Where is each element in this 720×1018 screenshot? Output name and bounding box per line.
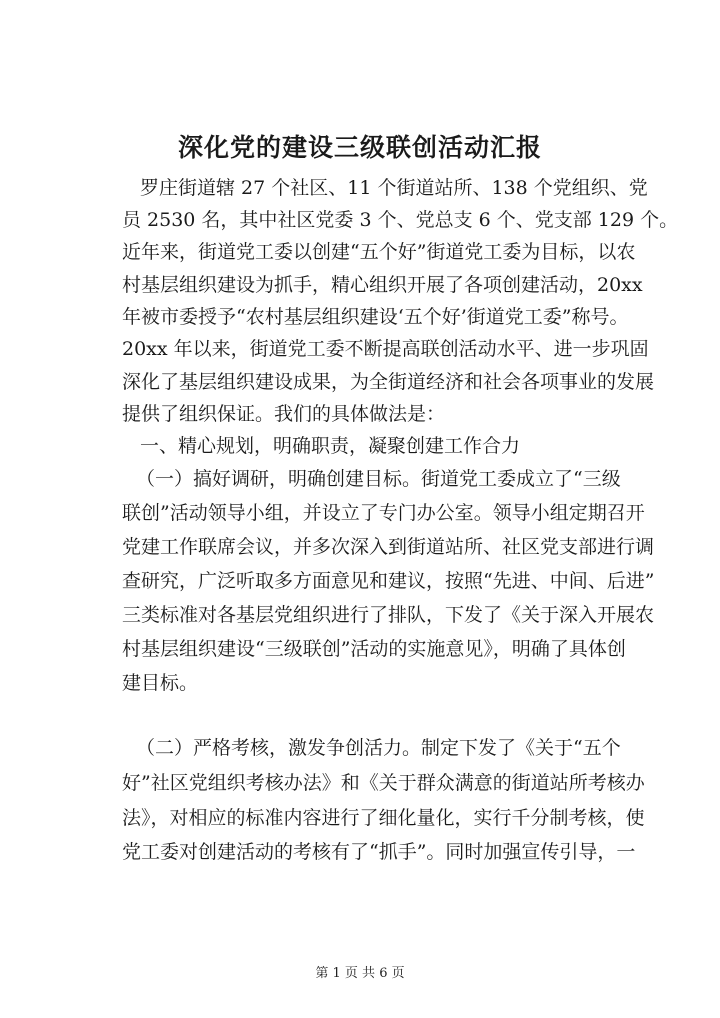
body-line: 罗庄街道辖 27 个社区、11 个街道站所、138 个党组织、党 xyxy=(140,177,648,199)
body-line: （二）严格考核，激发争创活力。制定下发了《关于“五个 xyxy=(136,737,621,759)
body-line: 提供了组织保证。我们的具体做法是： xyxy=(122,403,446,425)
body-line: 村基层组织建设“三级联创”活动的实施意见》，明确了具体创 xyxy=(122,638,626,660)
body-line: 法》，对相应的标准内容进行了细化量化，实行千分制考核，使 xyxy=(122,807,645,829)
page-number: 第 1 页 共 6 页 xyxy=(315,966,405,981)
body-line: 党工委对创建活动的考核有了“抓手”。同时加强宣传引导，一 xyxy=(122,841,636,863)
body-line: 20xx 年以来，街道党工委不断提高联创活动水平、进一步巩固 xyxy=(122,338,649,360)
body-line: 村基层组织建设为抓手，精心组织开展了各项创建活动，20xx xyxy=(122,274,643,296)
body-line: 三类标准对各基层党组织进行了排队，下发了《关于深入开展农 xyxy=(122,604,655,626)
body-line: 查研究，广泛听取多方面意见和建议，按照“先进、中间、后进” xyxy=(122,570,655,592)
body-line: 深化了基层组织建设成果，为全街道经济和社会各项事业的发展 xyxy=(122,371,655,393)
body-line: 好”社区党组织考核办法》和《关于群众满意的街道站所考核办 xyxy=(122,772,645,794)
body-line: 近年来，街道党工委以创建“五个好”街道党工委为目标，以农 xyxy=(122,241,636,263)
body-line: 党建工作联席会议，并多次深入到街道站所、社区党支部进行调 xyxy=(122,536,655,558)
section-heading: 一、精心规划，明确职责，凝聚创建工作合力 xyxy=(140,435,521,457)
body-line: 年被市委授予“农村基层组织建设‘五个好’街道党工委”称号。 xyxy=(122,306,629,328)
document-title: 深化党的建设三级联创活动汇报 xyxy=(177,133,542,162)
body-line: 建目标。 xyxy=(122,672,199,694)
body-line: （一）搞好调研，明确创建目标。街道党工委成立了“三级 xyxy=(136,468,621,490)
body-line: 联创”活动领导小组，并设立了专门办公室。领导小组定期召开 xyxy=(122,502,645,524)
body-line: 员 2530 名，其中社区党委 3 个、党总支 6 个、党支部 129 个。 xyxy=(122,209,679,231)
